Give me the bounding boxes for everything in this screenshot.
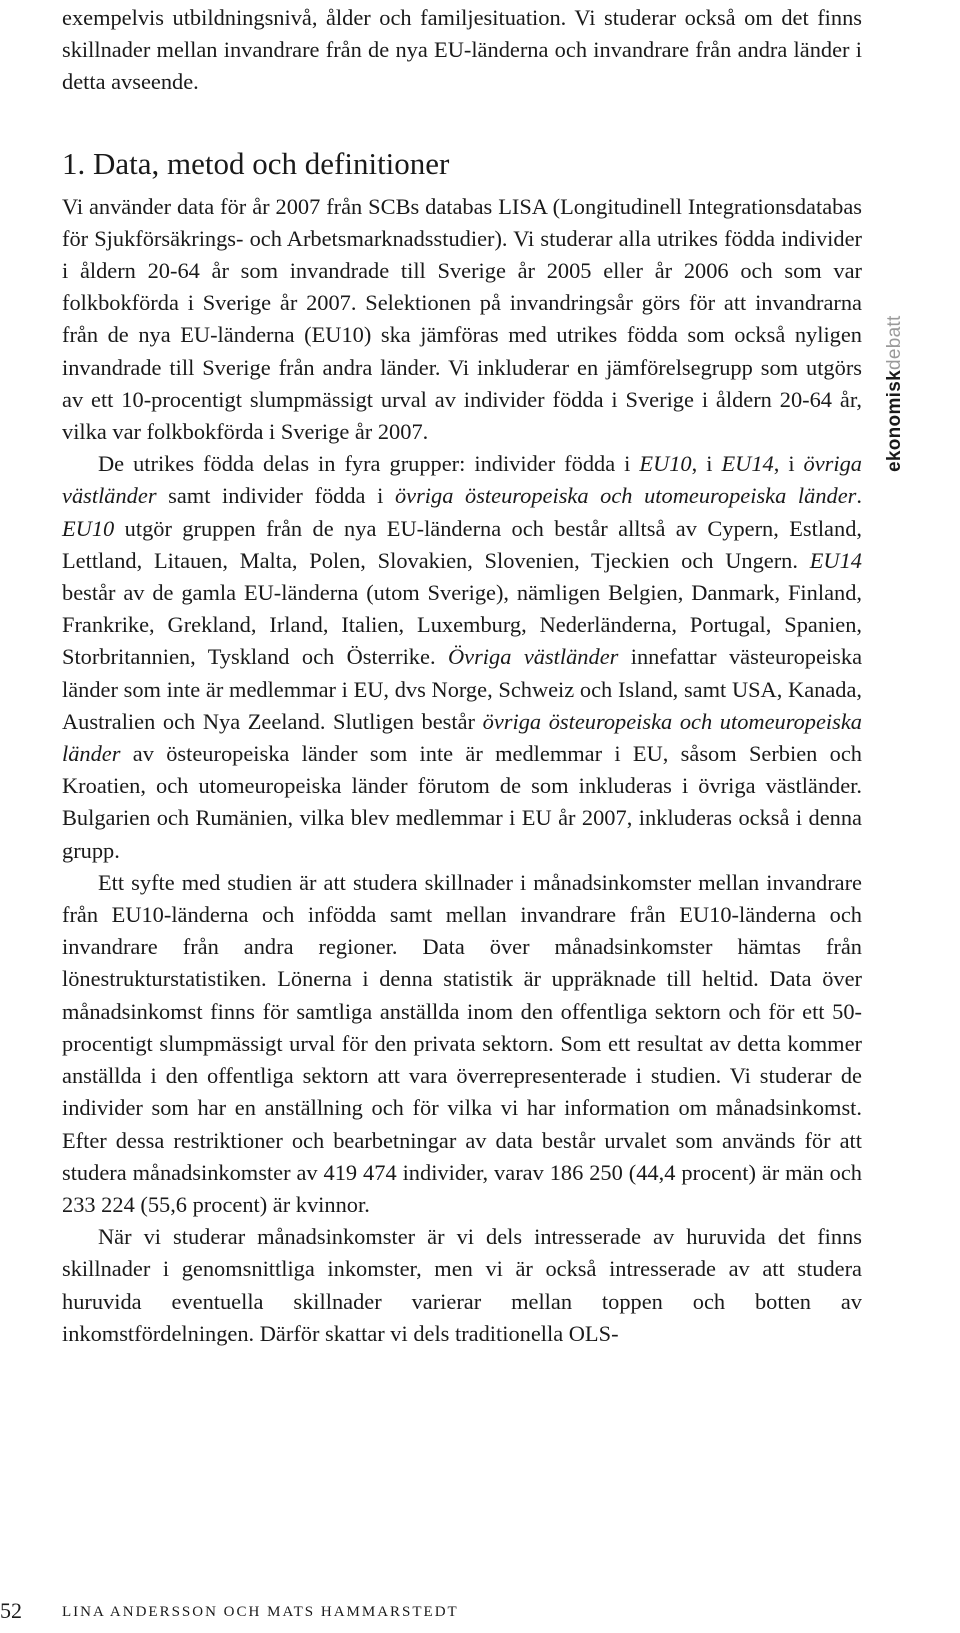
intro-paragraph: exempelvis utbildningsnivå, ålder och familjesituation. Vi studerar också om det finns skillnader mellan invandrare från de nya EU-länderna och invandrare från andra länder i detta avseende. <box>62 5 862 95</box>
page-number: 52 <box>0 1598 22 1623</box>
paragraph-data-source: Vi använder data för år 2007 från SCBs databas LISA (Longitudinell Integrationsdatabas för Sjukförsäkrings- och Arbetsmarknadsstudier). Vi studerar alla utrikes födda individer i åldern 20-64 år som invandrade till Sverige år 2005 eller år 2006 och som var folkbokförda i Sverige år 2007. Selektionen på invandringsår görs för att invandrarna från de nya EU-länderna (EU10) ska jämföras med utrikes födda som också nyligen invandrade till Sverige från andra länder. Vi inkluderar en jämförelsegrupp som utgörs av ett 10-procentigt slumpmässigt urval av individer födda i Sverige i åldern 20-64 år, vilka var folkbokförda i Sverige år 2007. <box>62 193 862 445</box>
paragraph-income-data: Ett syfte med studien är att studera skillnader i månadsinkomster mellan invandrare från EU10-länderna och infödda samt mellan invandrare från EU10-länderna och invandrare från andra regioner. Data över månadsinkomster hämtas från lönestrukturstatistiken. Lönerna i denna statistik är uppräknade till heltid. Data över månadsinkomst finns för samtliga anställda inom den offentliga sektorn och för ett 50-procentigt slumpmässigt urval för den privata sektorn. Som ett resultat av detta kommer anställda i den offentliga sektorn att vara överrepresenterade i studien. Vi studerar de individer som har en anställning och för vilka vi har information om månadsinkomst. Efter dessa restriktioner och bearbetningar av data består urvalet som används för att studera månadsinkomster av 419 474 individer, varav 186 250 (44,4 procent) är män och 233 224 (55,6 procent) är kvinnor. <box>62 869 862 1217</box>
page-footer <box>0 1598 960 1628</box>
paragraph-groups: De utrikes födda delas in fyra grupper: individer födda i EU10, i EU14, i övriga västländer samt individer födda i övriga östeuropeiska och utomeuropeiska länder. EU10 utgör gruppen från de nya EU-länderna och består alltså av Cypern, Estland, Lettland, Litauen, Malta, Polen, Slovakien, Slovenien, Tjeckien och Ungern. EU14 består av de gamla EU-länderna (utom Sverige), nämligen Belgien, Danmark, Finland, Frankrike, Grekland, Irland, Italien, Luxemburg, Nederländerna, Portugal, Spanien, Storbritannien, Tyskland och Österrike. Övriga västländer innefattar västeuropeiska länder som inte är medlemmar i EU, dvs Norge, Schweiz och Island, samt USA, Kanada, Australien och Nya Zeeland. Slutligen består övriga östeuropeiska och utomeuropeiska länder av östeuropeiska länder som inte är medlemmar i EU, såsom Serbien och Kroatien, och utomeuropeiska länder förutom de som inkluderas i övriga västländer. Bulgarien och Rumänien, vilka blev medlemmar i EU år 2007, inkluderas också i denna grupp. <box>62 451 863 863</box>
body-text <box>62 2 862 1350</box>
paragraph-method: När vi studerar månadsinkomster är vi dels intresserade av huruvida det finns skillnader i genomsnittliga inkomster, men vi är också intresserade av att studera huruvida eventuella skillnader varierar mellan toppen och botten av inkomstfördelningen. Därför skattar vi dels traditionella OLS- <box>62 1224 862 1346</box>
journal-tag-light: debatt <box>884 315 905 371</box>
section-heading: 1. Data, metod och definitioner <box>62 145 450 181</box>
running-footer-authors: LINA ANDERSSON OCH MATS HAMMARSTEDT <box>62 1604 459 1620</box>
journal-tag-bold: ekonomisk <box>884 370 905 472</box>
journal-sidebar-tag <box>884 315 906 472</box>
